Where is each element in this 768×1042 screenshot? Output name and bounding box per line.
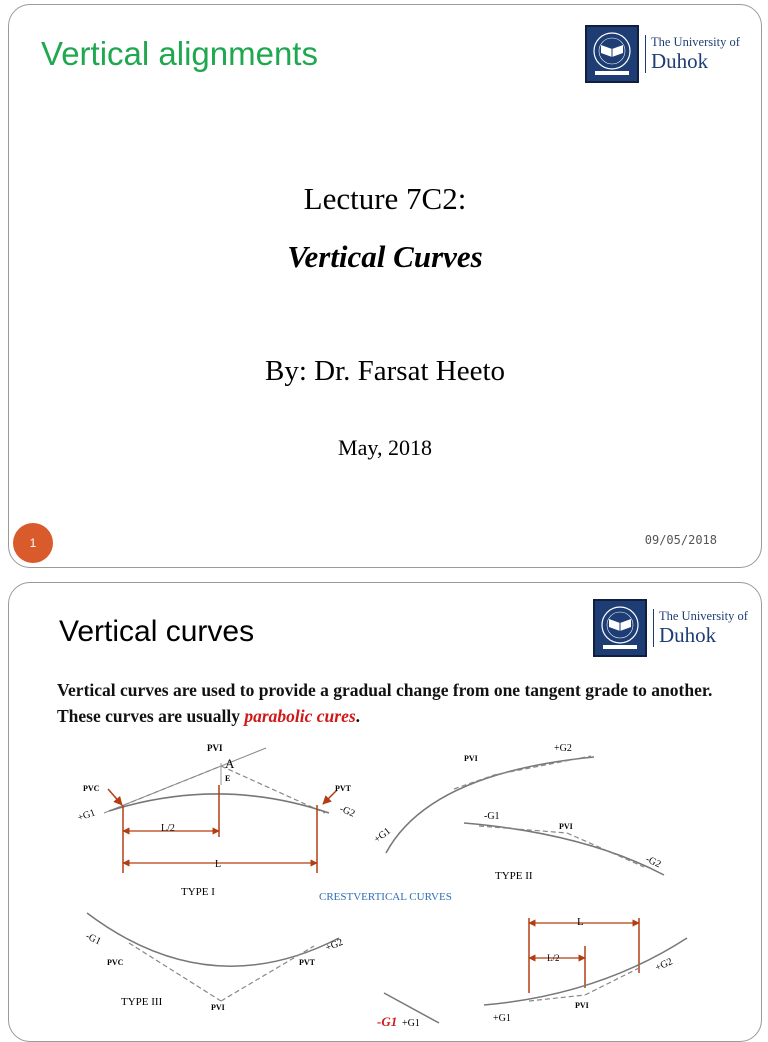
type-2-pvi-top-label: PVI: [464, 754, 478, 763]
lecture-number: Lecture 7C2:: [303, 181, 467, 216]
slide-title: Vertical alignments: [41, 35, 318, 72]
logo-line-2: Duhok: [659, 623, 717, 648]
type-2-g1-neg-label: -G1: [484, 811, 500, 822]
university-logo: [593, 599, 748, 657]
bottom-g1-label: +G1: [402, 1018, 420, 1029]
type-1-a-label: A: [225, 756, 235, 771]
type-4-half-length-label: L/2: [547, 953, 560, 963]
type-2-crest-curve: [372, 743, 664, 882]
type-3-g2-label: +G2: [324, 936, 345, 954]
type-4-g1-label: +G1: [493, 1013, 511, 1024]
logo-line-1: The University of: [659, 608, 748, 623]
type-4-g2-label: +G2: [653, 956, 675, 974]
type-1-pvi-label: PVI: [207, 743, 223, 753]
bottom-g1-red-label: -G1: [377, 1014, 398, 1029]
type-2-caption: TYPE II: [495, 870, 533, 882]
type-2-g2-neg-label: -G2: [643, 853, 663, 871]
type-2-g1-label: +G1: [372, 825, 393, 846]
type-3-pvi-label: PVI: [211, 1003, 225, 1012]
type-4-sag-curve: [484, 916, 687, 1024]
page-number-badge: 1: [13, 523, 53, 563]
type-4-pvi-label: PVI: [575, 1001, 589, 1010]
type-1-e-label: E: [225, 774, 231, 783]
type-1-caption: TYPE I: [181, 886, 215, 898]
type-3-sag-curve: [84, 913, 345, 1012]
slide-title: Vertical curves: [59, 615, 255, 648]
university-logo: [585, 25, 740, 83]
type-1-pvt-label: PVT: [335, 784, 351, 793]
slide-2: [8, 582, 762, 1042]
type-1-half-length-label: L/2: [161, 823, 175, 834]
footer-date: 09/05/2018: [644, 533, 717, 547]
slide-1: [8, 4, 762, 568]
logo-line-1: The University of: [651, 34, 740, 49]
type-2-pvi-bottom-label: PVI: [559, 822, 573, 831]
type-1-g2-label: -G2: [337, 803, 357, 820]
university-crest-icon: [585, 25, 639, 83]
lecture-date: May, 2018: [338, 435, 432, 460]
university-crest-icon: [593, 599, 647, 657]
type-1-crest-curve: [76, 743, 356, 898]
type-1-g1-label: +G1: [76, 807, 97, 824]
highlight-parabolic: parabolic cures: [244, 706, 356, 727]
type-2-g2-label: +G2: [554, 743, 572, 754]
type-1-pvc-label: PVC: [83, 784, 100, 793]
type-3-g1-label: -G1: [83, 930, 103, 948]
type-3-pvc-label: PVC: [107, 958, 124, 967]
body-text: Vertical curves are used to provide a gradual change from one tangent grade to another. These curves are usually parabolic cures.: [57, 680, 713, 727]
type-4-length-label: L: [577, 916, 584, 928]
vertical-curves-diagram: [9, 733, 762, 1042]
author: By: Dr. Farsat Heeto: [264, 355, 505, 387]
type-1-length-label: L: [215, 859, 222, 870]
lecture-subtitle: Vertical Curves: [287, 239, 483, 274]
type-3-caption: TYPE III: [121, 996, 163, 1008]
logo-line-2: Duhok: [651, 49, 709, 74]
type-3-pvt-label: PVT: [299, 958, 315, 967]
crest-vertical-curves-label: CRESTVERTICAL CURVES: [319, 891, 452, 903]
